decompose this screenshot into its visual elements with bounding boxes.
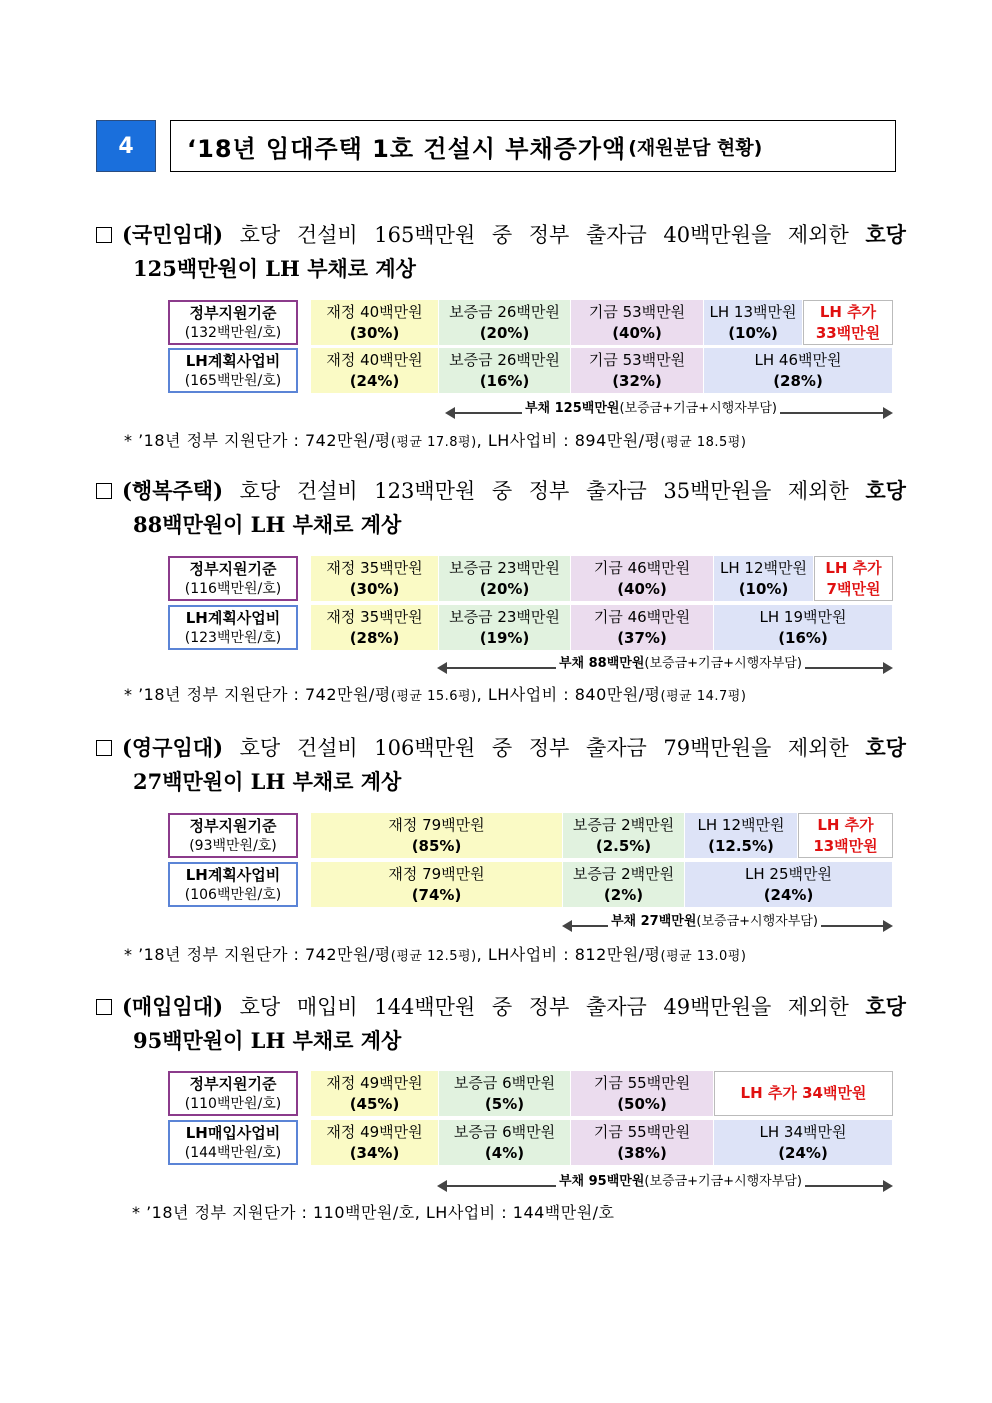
cell-amount: 재정 40백만원 [326, 350, 423, 369]
cell-amount: LH 12백만원 [720, 558, 807, 577]
cell-amount: 기금 46백만원 [593, 607, 691, 626]
arrow-right-head-icon [883, 1180, 893, 1192]
note-part: * ’18년 정부 지원단가 : 742만원/평 [124, 945, 391, 964]
cell-percent: (16%) [479, 371, 530, 390]
row-label-title: LH계획사업비 [185, 608, 281, 627]
cell-amount: 기금 55백만원 [593, 1122, 691, 1141]
cell-percent: (24%) [778, 1143, 828, 1162]
cell-percent: 7백만원 [826, 579, 881, 598]
heading-lead [96, 218, 223, 252]
section-heading [96, 474, 906, 542]
lh-budget-label [168, 1120, 298, 1165]
section-heading [96, 218, 906, 286]
cell-amount: LH 추가 34백만원 [740, 1084, 867, 1102]
row-label-title: LH계획사업비 [185, 351, 281, 370]
funding-cell [439, 605, 571, 650]
heading-word: 출자금 [585, 223, 647, 247]
funding-cell [311, 1071, 439, 1116]
unit-cost-note [132, 1200, 615, 1223]
cell-percent: (10%) [728, 323, 778, 342]
heading-word: 출자금 [585, 995, 647, 1019]
cell-amount: LH 추가 [819, 302, 877, 321]
cell-amount: 재정 35백만원 [326, 607, 423, 626]
debt-label [556, 1170, 805, 1189]
heading-word: 중 [491, 736, 513, 760]
heading-category: (매입임대) [122, 994, 224, 1019]
funding-cell [714, 1071, 893, 1116]
heading-word-bold: 호당 [865, 222, 906, 247]
row-label-sub: (93백만원/호) [189, 837, 277, 854]
heading-lead [96, 474, 223, 508]
cell-percent: 33백만원 [815, 323, 881, 342]
note-avg: (평균 17.8평) [390, 435, 477, 450]
note-part: , LH사업비 : 894만원/평 [476, 431, 661, 450]
debt-amount: 부채 125백만원 [525, 401, 620, 416]
cell-amount: 재정 79백만원 [388, 864, 485, 883]
heading-line-2: 125백만원이 LH 부채로 계상 [133, 256, 416, 281]
cell-percent: (24%) [349, 371, 400, 390]
cell-amount: 재정 35백만원 [326, 558, 423, 577]
cell-amount: 재정 49백만원 [326, 1122, 423, 1141]
heading-word: 제외한 [787, 736, 849, 760]
cell-percent: (50%) [617, 1094, 667, 1113]
cell-amount: 기금 53백만원 [588, 350, 686, 369]
row-label-title: LH계획사업비 [185, 865, 281, 884]
heading-line-1 [96, 474, 906, 508]
row-label-sub: (116백만원/호) [184, 580, 282, 597]
heading-word: 건설비 [296, 736, 358, 760]
page-title: ‘18년 임대주택 1호 건설시 부채증가액 [187, 134, 627, 163]
funding-cell [311, 813, 563, 858]
debt-label [556, 652, 805, 671]
heading-lead [96, 731, 223, 765]
heading-word: 매입비 [296, 995, 358, 1019]
funding-cell [714, 556, 814, 601]
row-label-sub: (165백만원/호) [184, 372, 282, 389]
checkbox-square-icon [96, 999, 112, 1015]
funding-cell [311, 605, 439, 650]
lh-budget-label [168, 862, 298, 907]
cell-percent: (34%) [349, 1143, 400, 1162]
funding-cell [571, 1071, 714, 1116]
funding-cell [311, 862, 563, 907]
gov-standard-label [168, 1071, 298, 1116]
checkbox-square-icon [96, 227, 112, 243]
cell-percent: (24%) [763, 885, 814, 904]
funding-cell [685, 813, 798, 858]
heading-word: 정부 [528, 736, 570, 760]
section-number-badge: 4 [96, 120, 156, 172]
debt-label [608, 910, 821, 929]
arrow-left-head-icon [562, 920, 572, 932]
row-label-title: 정부지원기준 [189, 559, 277, 578]
heading-word: 79백만원을 [663, 736, 772, 760]
gov-standard-label [168, 813, 298, 858]
funding-cell [439, 556, 571, 601]
unit-cost-note [124, 942, 746, 965]
gov-standard-label [168, 556, 298, 601]
note-part: * ’18년 정부 지원단가 : 742만원/평 [124, 685, 391, 704]
cell-percent: 13백만원 [813, 836, 878, 855]
cell-percent: (2%) [603, 885, 644, 904]
cell-percent: (10%) [738, 579, 789, 598]
cell-amount: LH 19백만원 [759, 607, 847, 626]
funding-cell [439, 300, 571, 345]
cell-percent: (28%) [349, 628, 400, 647]
row-label-title: 정부지원기준 [189, 1074, 277, 1093]
cell-percent: (30%) [349, 579, 400, 598]
funding-cell [704, 348, 893, 393]
arrow-right-head-icon [883, 407, 893, 419]
debt-range-arrow [437, 1174, 893, 1194]
funding-cell [439, 348, 571, 393]
funding-cell [311, 556, 439, 601]
cell-amount: 재정 40백만원 [326, 302, 423, 321]
note-avg: (평균 15.6평) [390, 689, 477, 704]
heading-category: (행복주택) [122, 478, 224, 503]
funding-cell [311, 300, 439, 345]
lh-budget-label [168, 348, 298, 393]
section-heading [96, 731, 906, 799]
cell-amount: LH 추가 [817, 815, 874, 834]
debt-composition: (보증금+기금+시행자부담) [644, 656, 802, 671]
debt-range-arrow [445, 401, 893, 421]
note-avg: (평균 12.5평) [390, 949, 477, 964]
page-title-box [170, 120, 896, 172]
cell-amount: 보증금 2백만원 [572, 815, 675, 834]
funding-cell [563, 813, 685, 858]
arrow-right-head-icon [883, 920, 893, 932]
funding-cell [311, 1120, 439, 1165]
debt-label [522, 397, 780, 416]
heading-word: 정부 [528, 995, 570, 1019]
heading-word: 제외한 [787, 479, 849, 503]
row-label-sub: (110백만원/호) [184, 1095, 282, 1112]
funding-cell [439, 1071, 571, 1116]
debt-range-arrow [437, 656, 893, 676]
heading-word-bold: 호당 [865, 478, 906, 503]
gov-standard-label [168, 300, 298, 345]
unit-cost-note [124, 682, 746, 705]
debt-amount: 부채 88백만원 [559, 656, 645, 671]
checkbox-square-icon [96, 483, 112, 499]
cell-amount: 보증금 26백만원 [449, 350, 560, 369]
row-label-sub: (106백만원/호) [184, 886, 282, 903]
cell-percent: (5%) [484, 1094, 525, 1113]
heading-category: (영구임대) [122, 735, 224, 760]
cell-percent: (20%) [479, 579, 530, 598]
funding-cell [714, 605, 893, 650]
debt-amount: 부채 95백만원 [559, 1174, 645, 1189]
cell-amount: LH 13백만원 [709, 302, 797, 321]
heading-word: 106백만원 [374, 736, 476, 760]
row-label-sub: (132백만원/호) [184, 324, 282, 341]
lh-budget-label [168, 605, 298, 650]
cell-percent: (28%) [773, 371, 823, 390]
cell-percent: (40%) [612, 323, 662, 342]
heading-line-2: 95백만원이 LH 부채로 계상 [133, 1028, 402, 1053]
cell-amount: 기금 55백만원 [593, 1073, 691, 1092]
cell-percent: (16%) [778, 628, 828, 647]
cell-percent: (37%) [617, 628, 667, 647]
heading-word: 출자금 [585, 736, 647, 760]
note-avg: (평균 18.5평) [660, 435, 747, 450]
note-part: , LH사업비 : 812만원/평 [476, 945, 661, 964]
heading-word: 중 [491, 995, 513, 1019]
heading-word: 건설비 [296, 479, 358, 503]
funding-cell [563, 862, 685, 907]
cell-amount: 보증금 26백만원 [449, 302, 560, 321]
heading-word: 35백만원을 [663, 479, 772, 503]
cell-percent: (4%) [484, 1143, 525, 1162]
heading-word: 144백만원 [374, 995, 476, 1019]
heading-word: 49백만원을 [663, 995, 772, 1019]
funding-cell [814, 556, 893, 601]
heading-line-2: 88백만원이 LH 부채로 계상 [133, 512, 402, 537]
note-part: * ’18년 정부 지원단가 : 110백만원/호, LH사업비 : 144백만원/호 [132, 1203, 615, 1222]
heading-word: 40백만원을 [663, 223, 772, 247]
row-label-title: 정부지원기준 [189, 816, 277, 835]
heading-word: 정부 [528, 223, 570, 247]
heading-word: 165백만원 [374, 223, 476, 247]
debt-amount: 부채 27백만원 [611, 914, 697, 929]
debt-composition: (보증금+시행자부담) [696, 914, 818, 929]
row-label-sub: (123백만원/호) [184, 629, 282, 646]
heading-word: 호당 [239, 736, 281, 760]
cell-amount: 보증금 23백만원 [449, 607, 560, 626]
funding-cell [571, 300, 704, 345]
note-avg: (평균 14.7평) [660, 689, 747, 704]
cell-amount: 재정 49백만원 [326, 1073, 423, 1092]
row-label-sub: (144백만원/호) [184, 1144, 282, 1161]
cell-amount: 기금 53백만원 [588, 302, 686, 321]
note-part: , LH사업비 : 840만원/평 [476, 685, 661, 704]
cell-percent: (45%) [349, 1094, 400, 1113]
cell-percent: (74%) [411, 885, 462, 904]
funding-cell [439, 1120, 571, 1165]
section-heading [96, 990, 906, 1058]
checkbox-square-icon [96, 740, 112, 756]
heading-word-bold: 호당 [865, 735, 906, 760]
funding-cell [803, 300, 893, 345]
funding-cell [714, 1120, 893, 1165]
heading-line-1 [96, 990, 906, 1024]
heading-word: 호당 [239, 223, 281, 247]
funding-cell [311, 348, 439, 393]
heading-word: 123백만원 [374, 479, 476, 503]
cell-amount: 보증금 6백만원 [453, 1122, 556, 1141]
page-title-suffix: (재원분담 현황) [628, 136, 763, 159]
cell-amount: 보증금 23백만원 [449, 558, 560, 577]
heading-lead [96, 990, 223, 1024]
cell-amount: LH 25백만원 [745, 864, 832, 883]
arrow-left-head-icon [437, 662, 447, 674]
cell-amount: LH 34백만원 [759, 1122, 847, 1141]
unit-cost-note [124, 428, 746, 451]
cell-percent: (20%) [479, 323, 530, 342]
heading-line-2: 27백만원이 LH 부채로 계상 [133, 769, 402, 794]
heading-word: 호당 [239, 995, 281, 1019]
heading-word: 호당 [239, 479, 281, 503]
heading-word: 중 [491, 223, 513, 247]
heading-word: 중 [491, 479, 513, 503]
heading-line-1 [96, 731, 906, 765]
cell-percent: (40%) [617, 579, 667, 598]
heading-word: 제외한 [787, 995, 849, 1019]
arrow-right-head-icon [883, 662, 893, 674]
cell-amount: LH 12백만원 [697, 815, 785, 834]
note-part: * ’18년 정부 지원단가 : 742만원/평 [124, 431, 391, 450]
arrow-left-head-icon [437, 1180, 447, 1192]
funding-cell [571, 556, 714, 601]
heading-line-1 [96, 218, 906, 252]
cell-amount: 보증금 2백만원 [572, 864, 675, 883]
cell-percent: (2.5%) [595, 836, 652, 855]
cell-amount: LH 추가 [825, 558, 882, 577]
funding-cell [685, 862, 893, 907]
debt-composition: (보증금+기금+시행자부담) [644, 1174, 802, 1189]
debt-composition: (보증금+기금+시행자부담) [619, 401, 777, 416]
arrow-left-head-icon [445, 407, 455, 419]
cell-amount: 재정 79백만원 [388, 815, 485, 834]
row-label-title: 정부지원기준 [189, 303, 277, 322]
cell-percent: (32%) [612, 371, 662, 390]
funding-cell [571, 348, 704, 393]
debt-range-arrow [562, 914, 893, 934]
heading-word: 제외한 [787, 223, 849, 247]
funding-cell [704, 300, 803, 345]
cell-percent: (30%) [349, 323, 400, 342]
funding-cell [798, 813, 893, 858]
cell-percent: (12.5%) [708, 836, 774, 855]
note-avg: (평균 13.0평) [660, 949, 747, 964]
heading-word-bold: 호당 [865, 994, 906, 1019]
funding-cell [571, 605, 714, 650]
heading-category: (국민임대) [122, 222, 224, 247]
cell-percent: (85%) [411, 836, 462, 855]
heading-word: 출자금 [585, 479, 647, 503]
heading-word: 정부 [528, 479, 570, 503]
heading-word: 건설비 [296, 223, 358, 247]
funding-cell [571, 1120, 714, 1165]
cell-percent: (38%) [617, 1143, 667, 1162]
cell-amount: 보증금 6백만원 [453, 1073, 556, 1092]
cell-amount: 기금 46백만원 [593, 558, 691, 577]
cell-percent: (19%) [479, 628, 530, 647]
cell-amount: LH 46백만원 [754, 350, 842, 369]
row-label-title: LH매입사업비 [185, 1123, 281, 1142]
